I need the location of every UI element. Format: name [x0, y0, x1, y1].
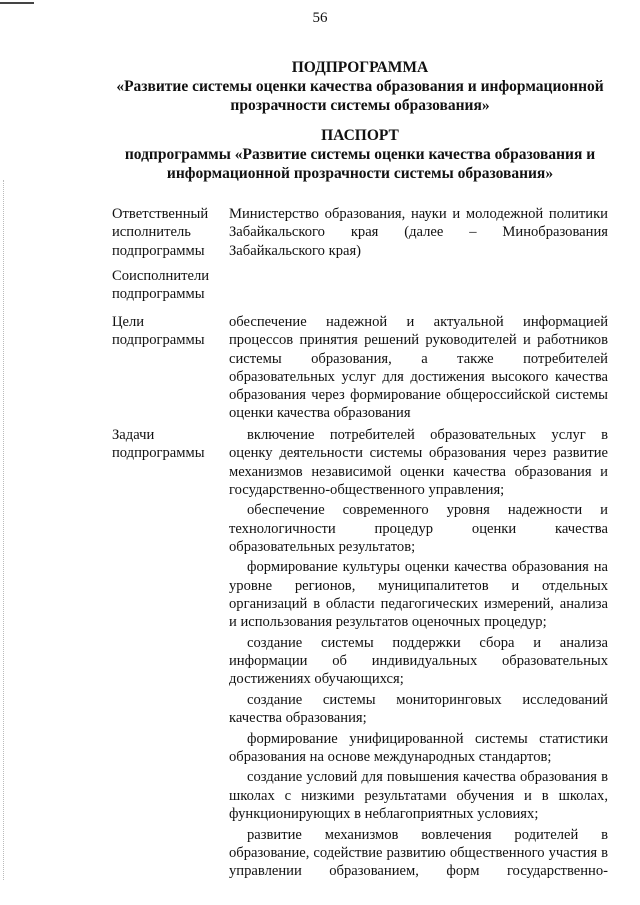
- executor-value: Министерство образования, науки и молодежной политики Забайкальского края (далее – Минобразования Забайкальского края): [229, 206, 608, 259]
- goals-value: обеспечение надежной и актуальной информацией процессов принятия решений руководителей и работников системы образования, а также потребителей образовательных услуг для достижения высокого качества образования через формирование общероссийской системы оценки качества образования: [229, 314, 608, 422]
- subprogram-title-line2: «Развитие системы оценки качества образования и информационной: [116, 78, 604, 95]
- passport-title-line1: ПАСПОРТ: [321, 127, 399, 144]
- goals-label: Цели подпрограммы: [112, 314, 205, 349]
- task-item: создание системы поддержки сбора и анализа информации об индивидуальных образовательных достижениях обучающихся;: [229, 634, 608, 688]
- subprogram-title: [100, 58, 620, 115]
- task-item: формирование культуры оценки качества образования на уровне регионов, муниципалитетов и отдельных организаций в области педагогических измерений, анализа и использования результатов оценочных процедур;: [229, 559, 608, 631]
- subprogram-title-line3: прозрачности системы образования»: [230, 97, 490, 114]
- passport-title: [100, 126, 620, 183]
- task-item: создание системы мониторинговых исследований качества образования;: [229, 691, 608, 727]
- page-number: 56: [312, 10, 328, 26]
- task-item: развитие механизмов вовлечения родителей в образование, содействие развитию общественного участия в управлении образованием, форм государственно-: [229, 826, 608, 880]
- passport-title-line2: подпрограммы «Развитие системы оценки качества образования и: [124, 146, 596, 163]
- task-item: включение потребителей образовательных услуг в оценку деятельности системы образования через развитие механизмов независимой оценки качества образования и государственно-общественного управления;: [229, 427, 608, 498]
- scan-edge: [3, 180, 8, 880]
- scan-mark: [0, 2, 34, 4]
- executor-label: Ответственный исполнитель подпрограммы: [112, 206, 209, 259]
- subprogram-title-line1: ПОДПРОГРАММА: [291, 59, 429, 76]
- tasks-list: [229, 426, 608, 883]
- task-item: создание условий для повышения качества образования в школах с низкими результатами обучения и в школах, функционирующих в неблагоприятных условиях;: [229, 769, 608, 823]
- passport-title-line3: информационной прозрачности системы образования»: [166, 165, 554, 182]
- task-item: формирование унифицированной системы статистики образования на основе международных стандартов;: [229, 730, 608, 765]
- coexecutors-label: Соисполнители подпрограммы: [112, 268, 210, 303]
- tasks-label: Задачи подпрограммы: [112, 427, 205, 462]
- task-item: обеспечение современного уровня надежности и технологичности процедур оценки качества образовательных результатов;: [229, 502, 608, 555]
